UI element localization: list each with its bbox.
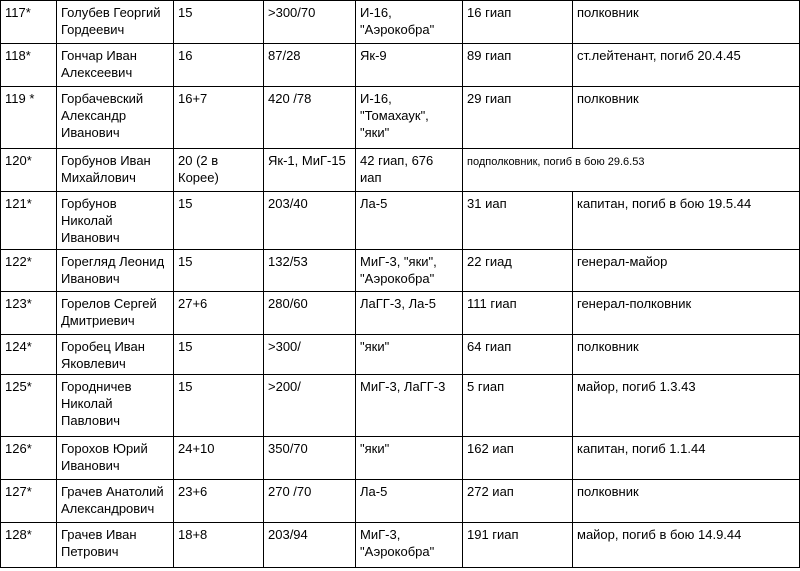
victories: 18+8 bbox=[174, 523, 264, 568]
rank-fate: полковник bbox=[573, 1, 800, 44]
sorties-battles: 203/94 bbox=[264, 523, 356, 568]
rank-fate: полковник bbox=[573, 480, 800, 523]
row-number: 122* bbox=[1, 250, 57, 292]
rank-fate: майор, погиб в бою 14.9.44 bbox=[573, 523, 800, 568]
sorties-battles: 203/40 bbox=[264, 192, 356, 250]
aircraft-types: Ла-5 bbox=[356, 480, 463, 523]
row-number: 128* bbox=[1, 523, 57, 568]
victories: 15 bbox=[174, 375, 264, 437]
victories: 15 bbox=[174, 192, 264, 250]
pilot-name: Грачев Иван Петрович bbox=[57, 523, 174, 568]
table-row bbox=[1, 44, 800, 87]
pilot-name: Грачев Анатолий Александрович bbox=[57, 480, 174, 523]
unit: 64 гиап bbox=[463, 335, 573, 375]
pilot-name: Горегляд Леонид Иванович bbox=[57, 250, 174, 292]
unit: 162 иап bbox=[463, 437, 573, 480]
row-number: 127* bbox=[1, 480, 57, 523]
aircraft-types: "яки" bbox=[356, 437, 463, 480]
aircraft-types: МиГ-3, "яки", "Аэрокобра" bbox=[356, 250, 463, 292]
rank-fate: майор, погиб 1.3.43 bbox=[573, 375, 800, 437]
sorties-battles: Як-1, МиГ-15 bbox=[264, 149, 356, 192]
pilot-name: Горбунов Иван Михайлович bbox=[57, 149, 174, 192]
victories: 15 bbox=[174, 250, 264, 292]
pilot-name: Горбунов Николай Иванович bbox=[57, 192, 174, 250]
unit: 89 гиап bbox=[463, 44, 573, 87]
aircraft-types: Як-9 bbox=[356, 44, 463, 87]
table-row bbox=[1, 1, 800, 44]
table-row bbox=[1, 375, 800, 437]
sorties-battles: 270 /70 bbox=[264, 480, 356, 523]
row-number: 121* bbox=[1, 192, 57, 250]
sorties-battles: >300/ bbox=[264, 335, 356, 375]
victories: 23+6 bbox=[174, 480, 264, 523]
pilot-name: Горохов Юрий Иванович bbox=[57, 437, 174, 480]
rank-fate: генерал-полковник bbox=[573, 292, 800, 335]
row-number: 118* bbox=[1, 44, 57, 87]
unit: 31 иап bbox=[463, 192, 573, 250]
rank-fate: полковник bbox=[573, 87, 800, 149]
aircraft-types: 42 гиап, 676 иап bbox=[356, 149, 463, 192]
unit: 16 гиап bbox=[463, 1, 573, 44]
table-row bbox=[1, 87, 800, 149]
victories: 24+10 bbox=[174, 437, 264, 480]
rank-fate: капитан, погиб 1.1.44 bbox=[573, 437, 800, 480]
row-number: 125* bbox=[1, 375, 57, 437]
rank-fate: подполковник, погиб в бою 29.6.53 bbox=[463, 149, 800, 192]
row-number: 117* bbox=[1, 1, 57, 44]
aircraft-types: МиГ-3, ЛаГГ-3 bbox=[356, 375, 463, 437]
aircraft-types: Ла-5 bbox=[356, 192, 463, 250]
pilot-name: Горбачевский Александр Иванович bbox=[57, 87, 174, 149]
table-row bbox=[1, 335, 800, 375]
aircraft-types: И-16, "Аэрокобра" bbox=[356, 1, 463, 44]
aircraft-types: ЛаГГ-3, Ла-5 bbox=[356, 292, 463, 335]
pilot-name: Городничев Николай Павлович bbox=[57, 375, 174, 437]
table-row bbox=[1, 149, 800, 192]
pilot-name: Гончар Иван Алексеевич bbox=[57, 44, 174, 87]
aircraft-types: И-16, "Томахаук", "яки" bbox=[356, 87, 463, 149]
victories: 16 bbox=[174, 44, 264, 87]
sorties-battles: >200/ bbox=[264, 375, 356, 437]
rank-fate: генерал-майор bbox=[573, 250, 800, 292]
pilot-name: Горобец Иван Яковлевич bbox=[57, 335, 174, 375]
row-number: 120* bbox=[1, 149, 57, 192]
table-row bbox=[1, 292, 800, 335]
table-row bbox=[1, 523, 800, 568]
victories: 20 (2 в Корее) bbox=[174, 149, 264, 192]
unit: 191 гиап bbox=[463, 523, 573, 568]
aircraft-types: "яки" bbox=[356, 335, 463, 375]
victories: 16+7 bbox=[174, 87, 264, 149]
row-number: 123* bbox=[1, 292, 57, 335]
rank-fate: капитан, погиб в бою 19.5.44 bbox=[573, 192, 800, 250]
unit: 5 гиап bbox=[463, 375, 573, 437]
unit: 22 гиад bbox=[463, 250, 573, 292]
aircraft-types: МиГ-3, "Аэрокобра" bbox=[356, 523, 463, 568]
sorties-battles: 280/60 bbox=[264, 292, 356, 335]
row-number: 124* bbox=[1, 335, 57, 375]
rank-fate: ст.лейтенант, погиб 20.4.45 bbox=[573, 44, 800, 87]
victories: 15 bbox=[174, 1, 264, 44]
rank-fate: полковник bbox=[573, 335, 800, 375]
sorties-battles: 132/53 bbox=[264, 250, 356, 292]
pilot-name: Горелов Сергей Дмитриевич bbox=[57, 292, 174, 335]
table-row bbox=[1, 480, 800, 523]
table-row bbox=[1, 437, 800, 480]
unit: 29 гиап bbox=[463, 87, 573, 149]
victories: 27+6 bbox=[174, 292, 264, 335]
unit: 272 иап bbox=[463, 480, 573, 523]
sorties-battles: 420 /78 bbox=[264, 87, 356, 149]
row-number: 126* bbox=[1, 437, 57, 480]
table-row bbox=[1, 192, 800, 250]
victories: 15 bbox=[174, 335, 264, 375]
sorties-battles: 87/28 bbox=[264, 44, 356, 87]
pilot-name: Голубев Георгий Гордеевич bbox=[57, 1, 174, 44]
sorties-battles: 350/70 bbox=[264, 437, 356, 480]
row-number: 119 * bbox=[1, 87, 57, 149]
sorties-battles: >300/70 bbox=[264, 1, 356, 44]
table-row bbox=[1, 250, 800, 292]
unit: 111 гиап bbox=[463, 292, 573, 335]
